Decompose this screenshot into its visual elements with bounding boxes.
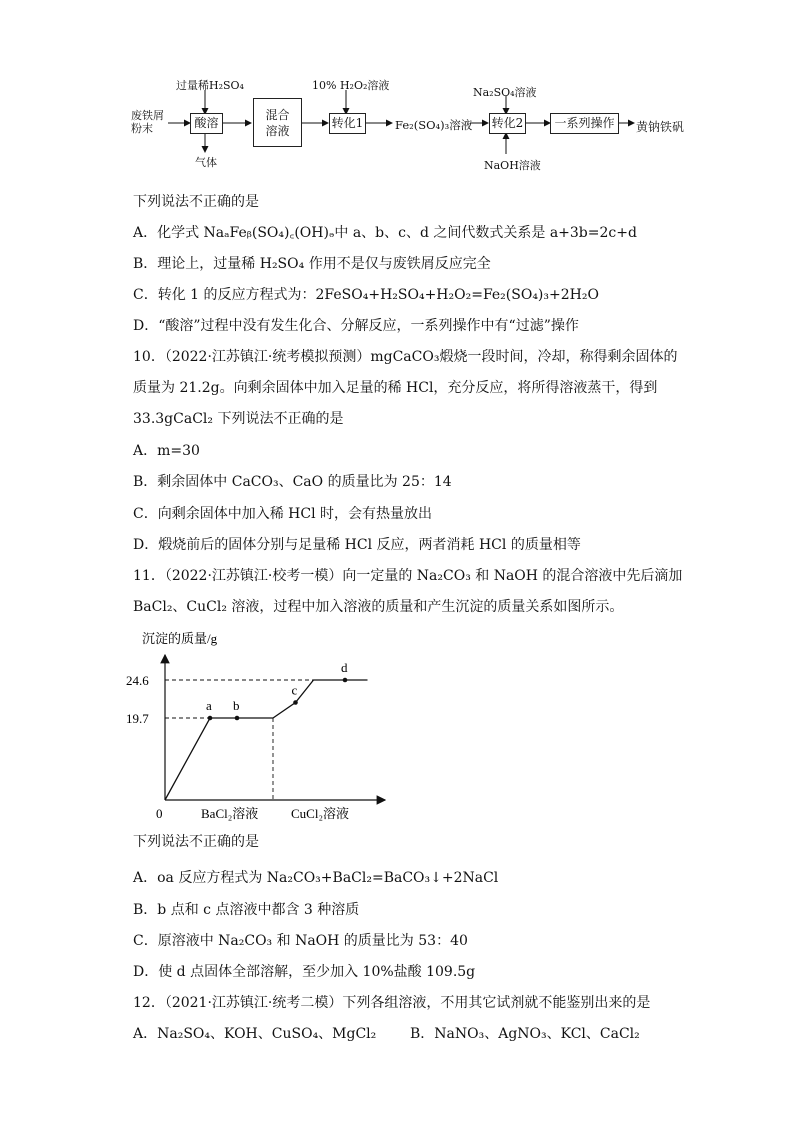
q9-option-a: A．化学式 NaₐFeᵦ(SO₄)꜀(OH)ₔ中 a、b、c、d 之间代数式关系是 a+3b=2c+d xyxy=(133,225,637,241)
chart-series-line xyxy=(165,680,368,800)
flow-step-series-operations: 一系列操作 xyxy=(550,113,619,134)
chart-y-tick-label: 24.6 xyxy=(126,673,149,688)
q11-stem: 下列说法不正确的是 xyxy=(133,834,259,850)
q11-stem-line-2: BaCl₂、CuCl₂ 溶液，过程中加入溶液的质量和产生沉淀的质量关系如图所示。 xyxy=(133,599,624,615)
q10-option-b: B．剩余固体中 CaCO₃、CaO 的质量比为 25：14 xyxy=(133,474,452,490)
chart-x-segment-label: BaCl₂溶液 xyxy=(201,806,259,821)
flow-reagent-naoh: NaOH溶液 xyxy=(484,159,541,172)
q11-option-a: A．oa 反应方程式为 Na₂CO₃+BaCl₂=BaCO₃↓+2NaCl xyxy=(133,870,499,886)
flow-reagent-na2so4: Na₂SO₄溶液 xyxy=(473,86,537,99)
flow-step-conversion-1: 转化1 xyxy=(329,113,366,134)
chart-y-axis-label: 沉淀的质量/g xyxy=(142,631,218,646)
flow-intermediate-solution: Fe₂(SO₄)₃溶液 xyxy=(395,118,473,132)
q10-stem-line-3: 33.3gCaCl₂ 下列说法不正确的是 xyxy=(133,411,344,427)
chart-point-label-c: c xyxy=(291,682,298,698)
precipitate-chart xyxy=(120,625,420,830)
flow-acid-reagent: 过量稀H₂SO₄ xyxy=(176,79,244,92)
flow-product: 黄钠铁矾 xyxy=(636,120,685,134)
flow-gas-output: 气体 xyxy=(195,156,217,169)
chart-point-c xyxy=(293,700,298,705)
q9-option-d: D．“酸溶”过程中没有发生化合、分解反应，一系列操作中有“过滤”操作 xyxy=(133,318,579,334)
chart-point-d xyxy=(343,678,348,683)
flow-input-label: 废铁屑 粉末 xyxy=(131,109,164,135)
q10-stem-line-2: 质量为 21.2g。向剩余固体中加入足量的稀 HCl，充分反应，将所得溶液蒸干，得到 xyxy=(133,380,658,396)
q11-stem-line-1: 11．（2022·江苏镇江·校考一模）向一定量的 Na₂CO₃ 和 NaOH 的混合溶液中先后滴加 xyxy=(133,568,683,584)
q9-option-b: B．理论上，过量稀 H₂SO₄ 作用不是仅与废铁屑反应完全 xyxy=(133,256,491,272)
q11-option-b: B．b 点和 c 点溶液中都含 3 种溶质 xyxy=(133,902,360,918)
q10-stem-line-1: 10．（2022·江苏镇江·统考模拟预测）mgCaCO₃煅烧一段时间，冷却，称得剩余固体的 xyxy=(133,349,678,365)
chart-point-a xyxy=(208,716,213,721)
q10-option-a: A．m=30 xyxy=(133,443,200,459)
chart-point-b xyxy=(235,716,240,721)
chart-x-segment-label: CuCl₂溶液 xyxy=(291,806,349,821)
chart-origin-label: 0 xyxy=(156,806,163,821)
flow-mixed-solution: 混合 溶液 xyxy=(253,98,302,147)
q9-stem: 下列说法不正确的是 xyxy=(133,194,259,210)
flow-oxidant-reagent: 10% H₂O₂溶液 xyxy=(312,79,390,92)
q9-option-c: C．转化 1 的反应方程式为：2FeSO₄+H₂SO₄+H₂O₂=Fe₂(SO₄)₃+2H₂O xyxy=(133,287,599,303)
chart-y-tick-label: 19.7 xyxy=(126,711,149,726)
chart-point-label-b: b xyxy=(233,698,240,713)
chart-point-label-a: a xyxy=(206,698,212,713)
q11-option-d: D．使 d 点固体全部溶解，至少加入 10%盐酸 109.5g xyxy=(133,964,476,980)
q10-option-c: C．向剩余固体中加入稀 HCl 时，会有热量放出 xyxy=(133,506,433,522)
q12-option-a: A．Na₂SO₄、KOH、CuSO₄、MgCl₂ xyxy=(133,1026,377,1042)
q12-stem: 12．（2021·江苏镇江·统考二模）下列各组溶液，不用其它试剂就不能鉴别出来的是 xyxy=(133,995,651,1011)
q10-option-d: D．煅烧前后的固体分别与足量稀 HCl 反应，两者消耗 HCl 的质量相等 xyxy=(133,537,581,553)
flow-step-conversion-2: 转化2 xyxy=(489,113,526,134)
q12-option-b: B．NaNO₃、AgNO₃、KCl、CaCl₂ xyxy=(410,1026,640,1042)
flow-step-acid-dissolve: 酸溶 xyxy=(190,113,223,134)
chart-point-label-d: d xyxy=(341,660,348,675)
q11-option-c: C．原溶液中 Na₂CO₃ 和 NaOH 的质量比为 53：40 xyxy=(133,933,468,949)
